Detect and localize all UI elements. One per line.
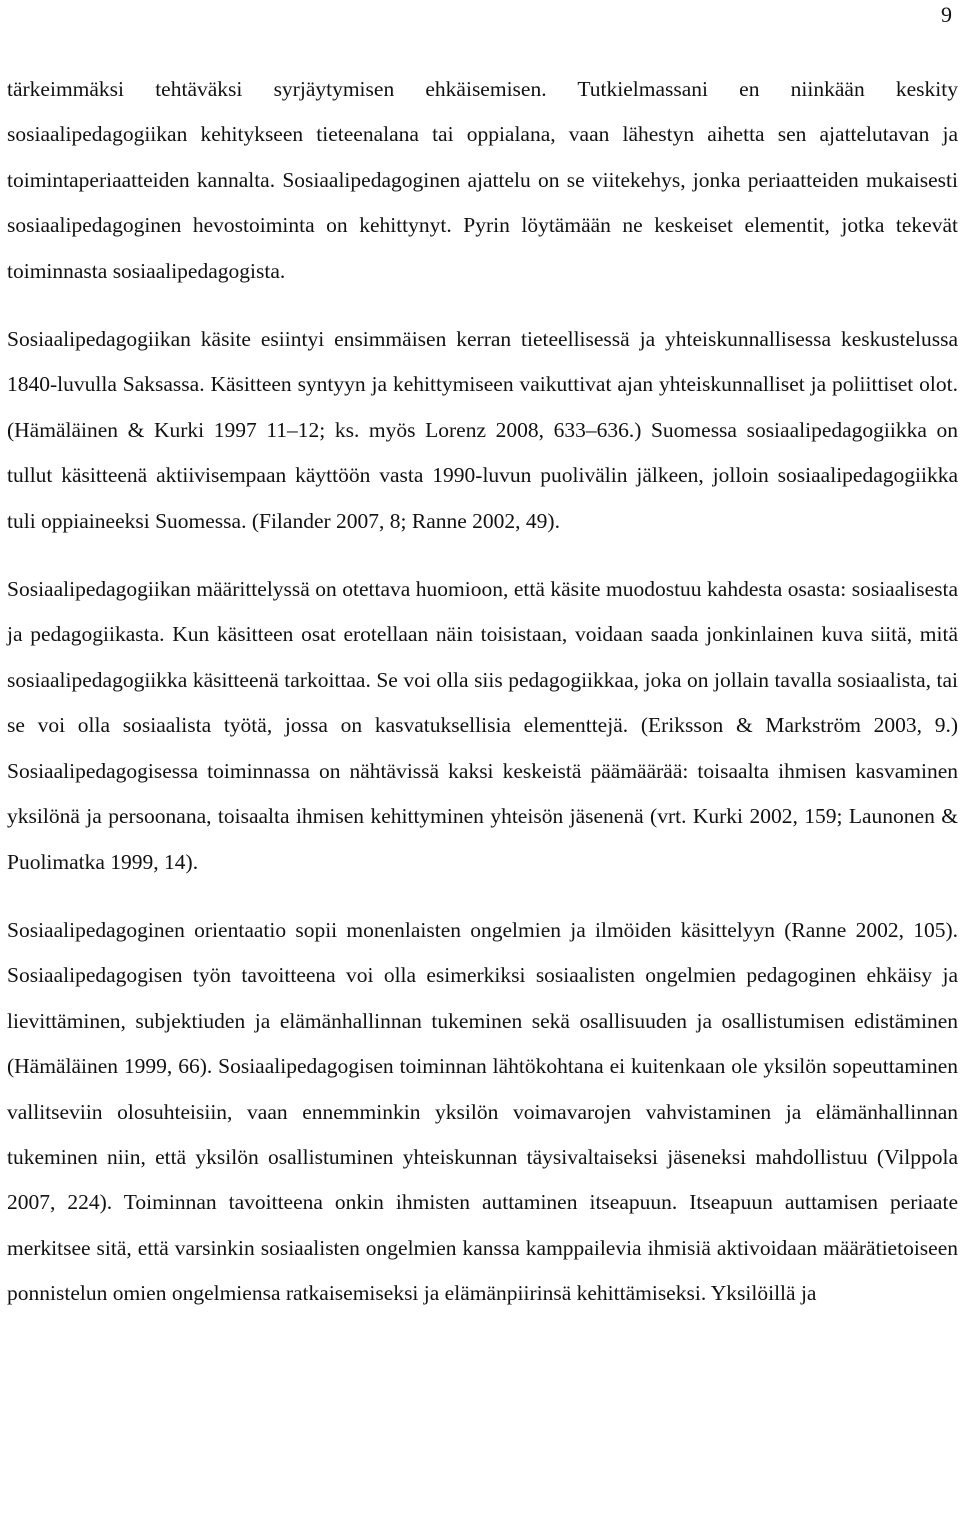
paragraph: Sosiaalipedagogiikan käsite esiintyi ensimmäisen kerran tieteellisessä ja yhteiskunnallisessa keskustelussa 1840-luvulla Saksassa. Käsitteen syntyyn ja kehittymiseen vaikuttivat ajan yhteiskunnalliset ja poliittiset olot. (Hämäläinen & Kurki 1997 11–12; ks. myös Lorenz 2008, 633–636.) Suomessa sosiaalipedagogiikka on tullut käsitteenä aktiivisempaan käyttöön vasta 1990-luvun puolivälin jälkeen, jolloin sosiaalipedagogiikka tuli oppiaineeksi Suomessa. (Filander 2007, 8; Ranne 2002, 49). — [7, 327, 958, 533]
paragraph: Sosiaalipedagogiikan määrittelyssä on otettava huomioon, että käsite muodostuu kahdesta osasta: sosiaalisesta ja pedagogiikasta. Kun käsitteen osat erotellaan näin toisistaan, voidaan saada jonkinlainen kuva siitä, mitä sosiaalipedagogiikka käsitteenä tarkoittaa. Se voi olla siis pedagogiikkaa, joka on jollain tavalla sosiaalista, tai se voi olla sosiaalista työtä, jossa on kasvatuksellisia elementtejä. (Eriksson & Markström 2003, 9.) Sosiaalipedagogisessa toiminnassa on nähtävissä kaksi keskeistä päämäärää: toisaalta ihmisen kasvaminen yksilönä ja persoonana, toisaalta ihmisen kehittyminen yhteisön jäsenenä (vrt. Kurki 2002, 159; Launonen & Puolimatka 1999, 14). — [7, 577, 958, 874]
document-body — [7, 67, 958, 1317]
page-number: 9 — [941, 2, 952, 27]
paragraph: tärkeimmäksi tehtäväksi syrjäytymisen ehkäisemisen. Tutkielmassani en niinkään keskity sosiaalipedagogiikan kehitykseen tieteenalana tai oppialana, vaan lähestyn aihetta sen ajattelutavan ja toimintaperiaatteiden kannalta. Sosiaalipedagoginen ajattelu on se viitekehys, jonka periaatteiden mukaisesti sosiaalipedagoginen hevostoiminta on kehittynyt. Pyrin löytämään ne keskeiset elementit, jotka tekevät toiminnasta sosiaalipedagogista. — [7, 77, 958, 283]
paragraph: Sosiaalipedagoginen orientaatio sopii monenlaisten ongelmien ja ilmöiden käsittelyyn (Ranne 2002, 105). Sosiaalipedagogisen työn tavoitteena voi olla esimerkiksi sosiaalisten ongelmien pedagoginen ehkäisy ja lievittäminen, subjektiuden ja elämänhallinnan tukeminen sekä osallisuuden ja osallistumisen edistäminen (Hämäläinen 1999, 66). Sosiaalipedagogisen toiminnan lähtökohtana ei kuitenkaan ole yksilön sopeuttaminen vallitseviin olosuhteisiin, vaan ennemminkin yksilön voimavarojen vahvistaminen ja elämänhallinnan tukeminen niin, että yksilön osallistuminen yhteiskunnan täysivaltaiseksi jäseneksi mahdollistuu (Vilppola 2007, 224). Toiminnan tavoitteena onkin ihmisten auttaminen itseapuun. Itseapuun auttamisen periaate merkitsee sitä, että varsinkin sosiaalisten ongelmien kanssa kamppailevia ihmisiä aktivoidaan määrätietoiseen ponnistelun omien ongelmiensa ratkaisemiseksi ja elämänpiirinsä kehittämiseksi. Yksilöillä ja — [7, 917, 958, 1306]
